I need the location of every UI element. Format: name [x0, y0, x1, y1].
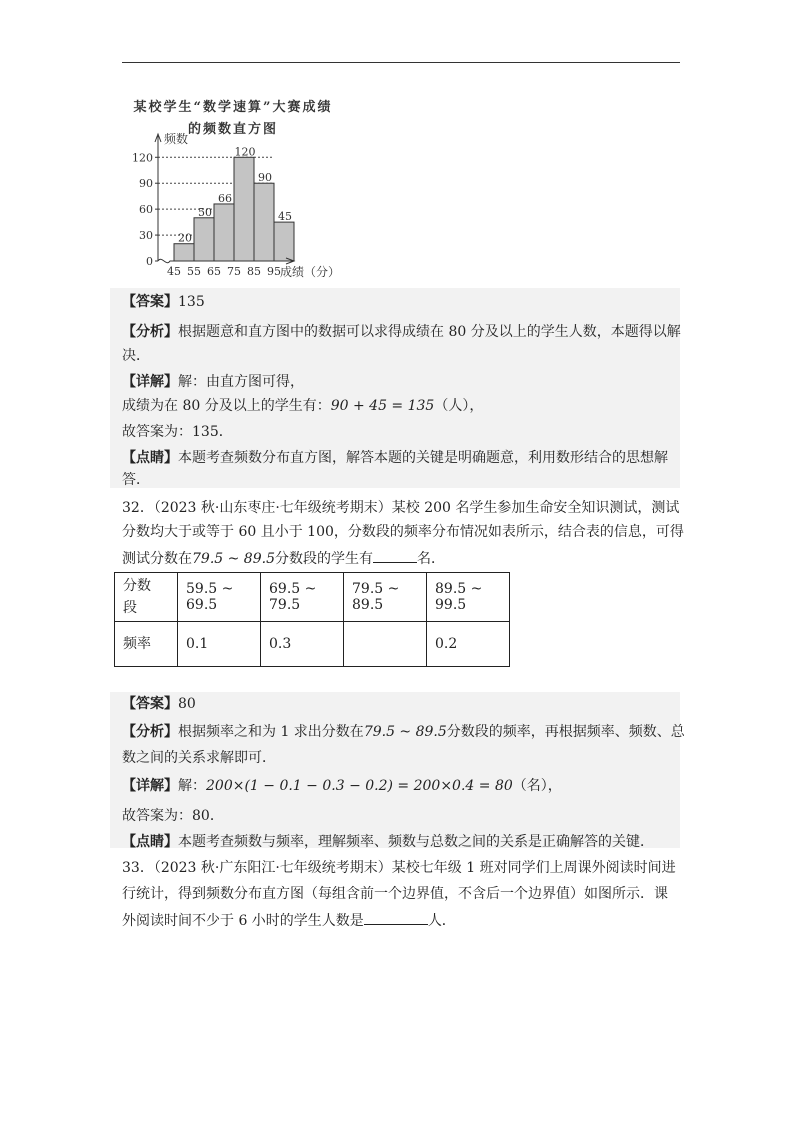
answer-blank — [373, 548, 417, 563]
q33-stem-text3b: 人． — [427, 913, 456, 929]
answer-blank — [364, 910, 428, 925]
q32-analysis-math: 79.5 ~ 89.5 — [363, 724, 447, 740]
q31-comment-line2: 答． — [122, 472, 150, 488]
q31-detail-math: 90 + 45 = 135 — [330, 398, 435, 414]
q31-comment-line1 — [122, 448, 682, 468]
q32-comment-line1 — [122, 832, 682, 852]
histogram-bar — [194, 218, 214, 261]
table-cell: 0.3 — [261, 622, 344, 667]
y-tick-label: 90 — [139, 177, 153, 191]
q32-stem-line3 — [122, 548, 682, 569]
q32-stem-math: 79.5 ~ 89.5 — [192, 551, 275, 567]
q31-detail-line2 — [122, 396, 682, 416]
q33-stem-line2: 行统计，得到频数分布直方图（每组含前一个边界值，不含后一个边界值）如图所示．课 — [122, 886, 668, 902]
histogram-bar — [234, 157, 254, 261]
x-tick-label: 55 — [187, 265, 201, 278]
q32-analysis-text1b: 分数段的频率，再根据频率、频数、总 — [446, 724, 685, 740]
table-header-row — [115, 573, 510, 622]
y-tick-label: 0 — [146, 255, 153, 268]
histogram-bar — [174, 244, 194, 261]
q32-detail-math: 200×(1 − 0.1 − 0.3 − 0.2) = 200×0.4 = 80 — [206, 778, 513, 794]
q32-analysis-line2: 数之间的关系求解即可． — [122, 750, 276, 766]
x-tick-label: 85 — [247, 265, 261, 278]
q32-stem-text3a: 测试分数在 — [122, 551, 192, 567]
bar-value-label: 50 — [198, 205, 212, 219]
q31-detail-text1: 解：由直方图可得， — [178, 374, 304, 390]
histogram-bar — [274, 222, 294, 261]
frequency-table — [114, 572, 510, 667]
q31-detail-line3: 故答案为：135． — [122, 424, 233, 440]
q31-answer: 135 — [178, 294, 205, 310]
q31-detail-text2: 成绩为在 80 分及以上的学生有： — [122, 398, 331, 414]
table-cell: 0.2 — [427, 622, 510, 667]
q32-detail-line1 — [122, 776, 682, 796]
q33-stem-text3a: 外阅读时间不少于 6 小时的学生人数是 — [122, 913, 364, 929]
comment-tag: 【点睛】 — [122, 450, 178, 466]
q32-stem-line1: 32．（2023 秋·山东枣庄·七年级统考期末）某校 200 名学生参加生命安全知识测试，测试 — [122, 500, 680, 516]
q32-comment-text1: 本题考查频数与频率，理解频率、频数与总数之间的关系是正确解答的关键． — [178, 834, 654, 850]
table-header-cell: 59.5 ~ 69.5 — [178, 573, 261, 622]
q32-analysis-line1 — [122, 722, 685, 742]
y-tick-label: 60 — [139, 203, 153, 217]
histogram-bar — [254, 183, 274, 261]
q33-stem-line1: 33．（2023 秋·广东阳江·七年级统考期末）某校七年级 1 班对同学们上周课外阅读时间进 — [122, 860, 676, 876]
comment-tag: 【点睛】 — [122, 834, 178, 850]
detail-tag: 【详解】 — [122, 374, 178, 390]
table-header-cell: 89.5 ~ 99.5 — [427, 573, 510, 622]
table-header-cell: 69.5 ~ 79.5 — [261, 573, 344, 622]
table-row — [115, 622, 510, 667]
bar-value-label: 90 — [258, 171, 272, 185]
analysis-tag: 【分析】 — [122, 324, 178, 340]
q32-detail-unit: （名）， — [512, 778, 562, 794]
y-axis-label: 频数 — [164, 132, 189, 146]
q31-comment-text1: 本题考查频数分布直方图，解答本题的关键是明确题意，利用数形结合的思想解 — [178, 450, 668, 466]
q32-stem-text3c: 名． — [416, 551, 445, 567]
q32-analysis-text1a: 根据频率之和为 1 求出分数在 — [178, 724, 364, 740]
q33-stem-line3 — [122, 910, 682, 931]
q31-detail-unit: （人）， — [434, 398, 484, 414]
bar-value-label: 66 — [218, 191, 232, 205]
q32-answer-line — [122, 694, 682, 714]
x-tick-label: 95 — [267, 265, 281, 278]
bar-value-label: 120 — [234, 145, 256, 159]
bar-value-label: 20 — [178, 231, 192, 245]
chart-title-line2: 的频数直方图 — [187, 122, 278, 137]
analysis-tag: 【分析】 — [122, 724, 178, 740]
histogram-bar — [214, 204, 234, 261]
answer-tag: 【答案】 — [122, 696, 178, 712]
q32-stem-line2: 分数均大于或等于 60 且小于 100，分数段的频率分布情况如表所示，结合表的信息，可得 — [122, 524, 684, 540]
y-tick-label: 30 — [139, 229, 153, 243]
answer-tag: 【答案】 — [122, 294, 178, 310]
chart-title-line1: 某校学生“数学速算”大赛成绩 — [133, 100, 333, 115]
header-rule — [122, 62, 680, 63]
q32-answer: 80 — [178, 696, 196, 712]
x-tick-label: 45 — [167, 265, 181, 278]
q32-detail-line2: 故答案为：80． — [122, 808, 224, 824]
histogram-chart — [118, 94, 378, 284]
x-tick-label: 65 — [207, 265, 221, 278]
x-axis-label: 成绩（分） — [280, 265, 341, 279]
y-tick-label: 120 — [132, 151, 153, 165]
x-tick-label: 75 — [227, 265, 241, 278]
q31-answer-line — [122, 292, 682, 312]
histogram-figure — [118, 94, 378, 284]
table-header-cell: 79.5 ~ 89.5 — [344, 573, 427, 622]
table-header-label: 分数 段 — [115, 573, 178, 622]
bar-value-label: 45 — [278, 210, 292, 224]
table-row-label: 频率 — [115, 622, 178, 667]
table-cell: 0.1 — [178, 622, 261, 667]
table-cell — [344, 622, 427, 667]
detail-tag: 【详解】 — [122, 778, 178, 794]
q32-detail-text1: 解： — [178, 778, 206, 794]
q31-analysis-line2: 决． — [122, 348, 150, 364]
q31-analysis-line1 — [122, 322, 682, 342]
q32-stem-text3b: 分数段的学生有 — [274, 551, 373, 567]
q31-analysis-text1: 根据题意和直方图中的数据可以求得成绩在 80 分及以上的学生人数，本题得以解 — [178, 324, 681, 340]
q31-detail-line1 — [122, 372, 682, 392]
